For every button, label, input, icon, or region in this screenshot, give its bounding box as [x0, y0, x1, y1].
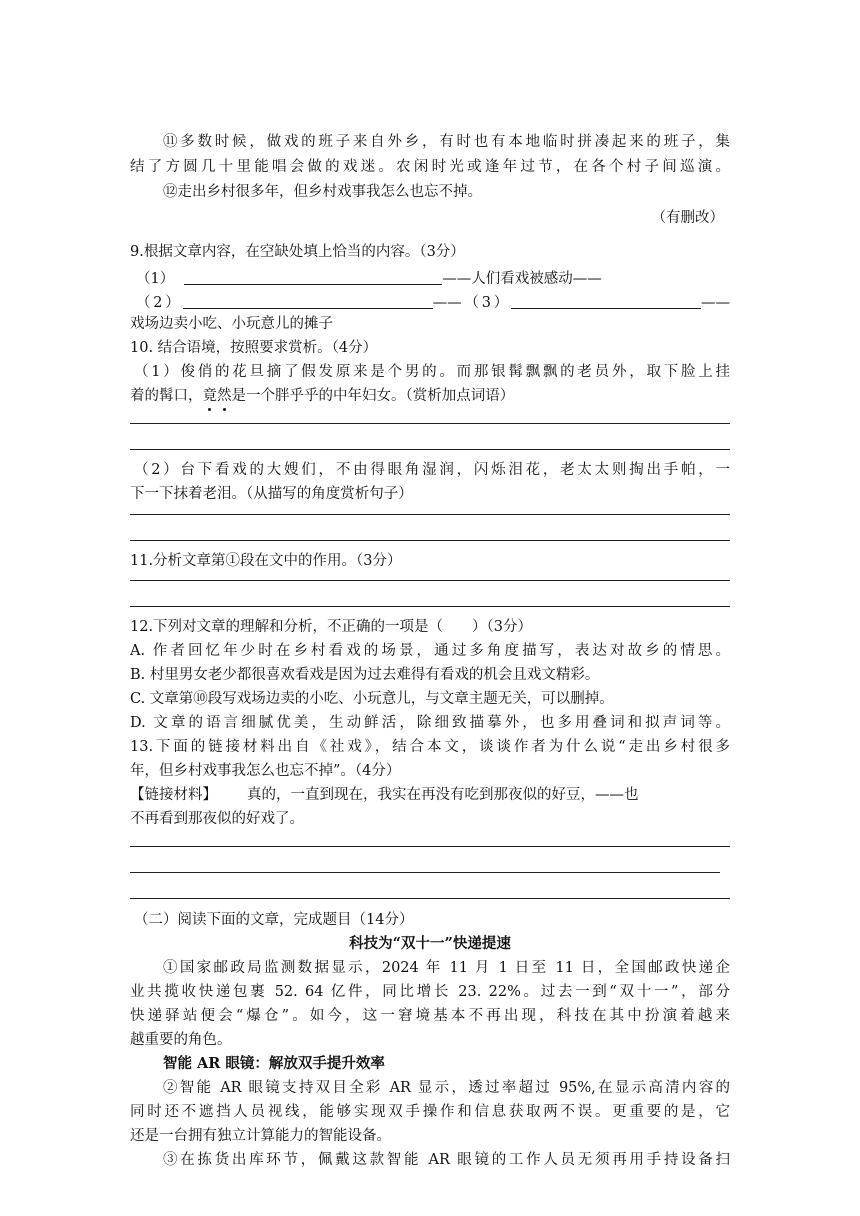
emphasis-dot	[208, 408, 211, 411]
question-10-stem: 10. 结合语境，按照要求赏析。（4分）	[130, 340, 378, 356]
question-13-line-1: 13.下面的链接材料出自《社戏》，结合本文，谈谈作者为什么说“走出乡村很多	[130, 739, 730, 755]
article-title: 科技为“双十一”快递提速	[349, 935, 511, 952]
question-10-sub-1-line-1: （1）俊俏的花旦摘了假发原来是个男的。而那银髯飘飘的老员外，取下脸上挂	[134, 364, 730, 380]
item-2-label: （2）	[136, 295, 183, 311]
paragraph-12: ⑫走出乡村很多年，但乡村戏事我怎么也忘不掉。	[163, 184, 482, 200]
answer-blank-1[interactable]	[184, 268, 442, 285]
link-material-label: 【链接材料】	[130, 787, 217, 803]
question-12-stem: 12.下列对文章的理解和分析，不正确的一项是（ ）（3分）	[130, 619, 533, 635]
dotted-word	[203, 388, 232, 404]
sub-1-text-a: 着的髯口，	[130, 388, 203, 404]
article-p1-line-3: 快递驿站便会“爆仓”。如今，这一窘境基本不再出现，科技在其中扮演着越来	[130, 1008, 730, 1024]
article-p2-line-1: ②智能 AR 眼镜支持双目全彩 AR 显示，透过率超过 95%,在显示高清内容的	[163, 1080, 730, 1096]
answer-blank-2[interactable]	[183, 292, 433, 309]
dotted-word-text: 竟然	[202, 388, 232, 404]
question-10-sub-2-line-2: 下一下抹着老泪。（从描写的角度赏析句子）	[130, 486, 413, 502]
option-a[interactable]: A. 作者回忆年少时在乡村看戏的场景，通过多角度描写，表达对故乡的情思。	[130, 643, 730, 659]
question-11-stem: 11.分析文章第①段在文中的作用。（3分）	[130, 553, 402, 569]
link-material-line-2: 不再看到那夜似的好戏了。	[130, 811, 304, 827]
article-p3-line-1: ③在拣货出库环节，佩戴这款智能 AR 眼镜的工作人员无须再用手持设备扫	[163, 1152, 730, 1168]
paragraph-11-line-1: ⑪多数时候，做戏的班子来自外乡，有时也有本地临时拼凑起来的班子，集	[163, 134, 730, 150]
sub-1-text-b: 是一个胖乎乎的中年妇女。（赏析加点词语）	[231, 388, 515, 404]
question-13-line-2: 年，但乡村戏事我怎么也忘不掉”。（4分）	[130, 763, 401, 779]
section-2-heading: （二）阅读下面的文章，完成题目（14分）	[134, 912, 414, 928]
question-10-sub-1-line-2	[130, 386, 730, 406]
answer-blank-3[interactable]	[511, 292, 701, 309]
answer-line[interactable]	[130, 846, 730, 847]
article-p1-line-1: ①国家邮政局监测数据显示，2024 年 11 月 1 日至 11 日，全国邮政快递企	[163, 960, 730, 976]
answer-line[interactable]	[130, 580, 730, 581]
answer-line[interactable]	[130, 423, 730, 424]
question-9-item-2	[136, 290, 730, 313]
question-9-stem: 9.根据文章内容，在空缺处填上恰当的内容。（3分）	[130, 244, 465, 260]
option-d[interactable]: D. 文章的语言细腻优美，生动鲜活，除细致描摹外，也多用叠词和拟声词等。	[130, 715, 730, 731]
answer-line[interactable]	[130, 540, 730, 541]
item-2-mid: ——（3）	[432, 295, 511, 311]
option-c[interactable]: C. 文章第⑩段写戏场边卖的小吃、小玩意儿，与文章主题无关，可以删掉。	[130, 691, 614, 707]
question-9-item-1	[136, 266, 736, 289]
article-subheading: 智能 AR 眼镜：解放双手提升效率	[163, 1055, 385, 1072]
article-p2-line-3: 还是一台拥有独立计算能力的智能设备。	[130, 1128, 391, 1144]
question-9-last-line: 戏场边卖小吃、小玩意儿的摊子	[130, 316, 333, 332]
article-p1-line-2: 业共揽收快递包裹 52. 64 亿件，同比增长 23. 22%。过去一到“双十一”，部分	[130, 984, 730, 1000]
item-1-label: （1）	[136, 271, 175, 287]
item-1-tail: ——人们看戏被感动——	[442, 271, 602, 287]
answer-line[interactable]	[130, 449, 730, 450]
link-material-line-1	[130, 785, 730, 805]
item-2-tail: ——	[701, 295, 730, 311]
answer-line[interactable]	[130, 514, 730, 515]
article-p2-line-2: 同时还不遮挡人员视线，能够实现双手操作和信息获取两不误。更重要的是，它	[130, 1104, 730, 1120]
question-10-sub-2-line-1: （2）台下看戏的大嫂们，不由得眼角湿润，闪烁泪花，老太太则掏出手帕，一	[134, 462, 730, 478]
answer-line[interactable]	[130, 898, 730, 899]
answer-line[interactable]	[130, 606, 730, 607]
paragraph-11-line-2: 结了方圆几十里能唱会做的戏迷。农闲时光或逢年过节，在各个村子间巡演。	[130, 159, 730, 175]
answer-line[interactable]	[130, 872, 720, 873]
option-b[interactable]: B. 村里男女老少都很喜欢看戏是因为过去难得有看戏的机会且戏文精彩。	[130, 667, 600, 683]
emphasis-dot	[223, 408, 226, 411]
source-note: （有删改）	[651, 210, 724, 226]
link-material-text-1: 真的，一直到现在，我实在再没有吃到那夜似的好豆，——也	[247, 787, 639, 803]
article-p1-line-4: 越重要的角色。	[130, 1032, 232, 1048]
